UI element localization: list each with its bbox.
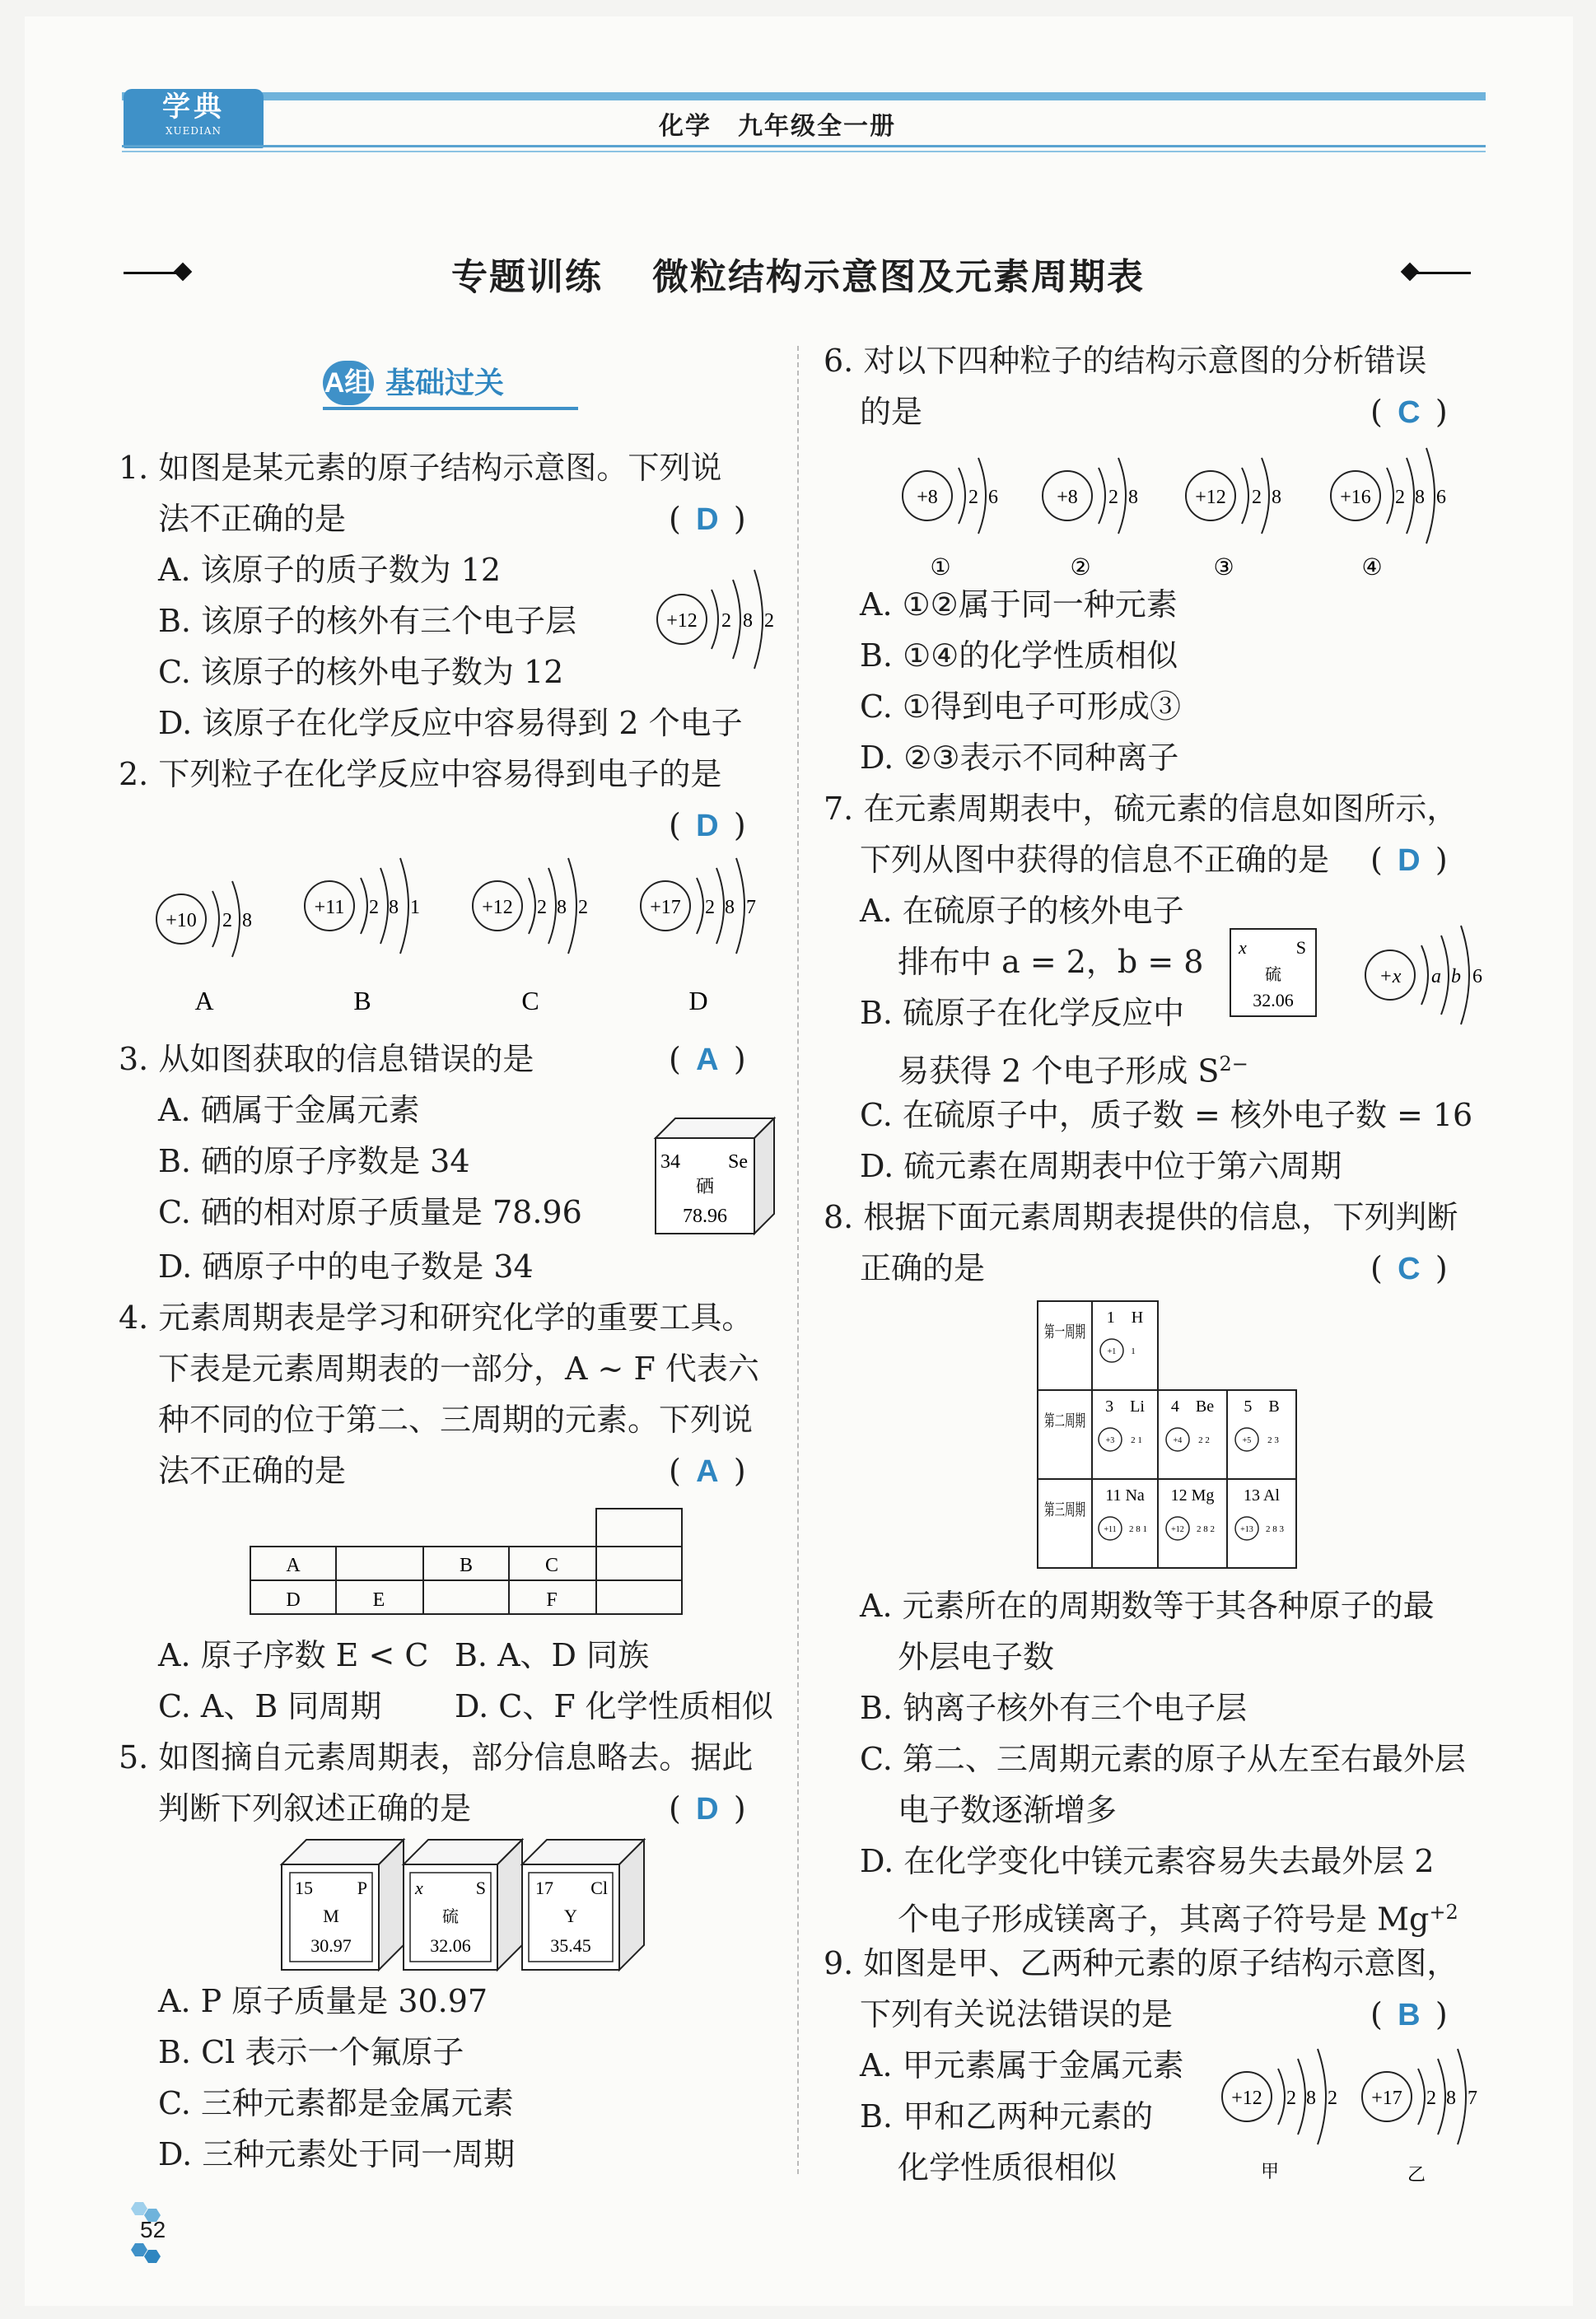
q9-option-a: A. 甲元素属于金属元素 — [860, 2047, 1184, 2083]
q6-atom-1 — [903, 458, 998, 581]
q5-answer-letter: D — [696, 1792, 719, 1827]
svg-text:x: x — [1239, 937, 1247, 958]
q3-option-b: B. 硒的原子序数是 34 — [158, 1143, 470, 1179]
q6-atom-diagrams — [889, 446, 1482, 586]
q5-card-cl — [522, 1840, 644, 1970]
q2-atom-c — [473, 858, 588, 1015]
svg-text:1 H: 1 H — [1106, 1309, 1144, 1327]
svg-text:2: 2 — [578, 897, 588, 918]
svg-text:1: 1 — [410, 897, 420, 918]
section-badge: A组 — [323, 361, 374, 405]
q4-option-b: B. A、D 同族 — [455, 1637, 650, 1673]
svg-text:C: C — [544, 1555, 559, 1576]
svg-text:+10: +10 — [166, 910, 197, 931]
header-band — [122, 92, 1486, 100]
svg-text:F: F — [546, 1589, 558, 1611]
svg-text:M: M — [323, 1906, 339, 1926]
q8-option-c-line1: C. 第二、三周期元素的原子从左至右最外层 — [860, 1741, 1466, 1777]
svg-text:④: ④ — [1361, 555, 1383, 581]
q6-stem-line2: 的是 — [860, 394, 923, 430]
svg-text:2: 2 — [1395, 487, 1405, 508]
svg-text:B: B — [459, 1555, 474, 1576]
svg-text:C: C — [521, 986, 539, 1015]
svg-text:8: 8 — [1306, 2088, 1316, 2109]
svg-text:+12: +12 — [666, 610, 698, 632]
q7-option-b-text: 易获得 2 个电子形成 S — [898, 1052, 1220, 1090]
svg-text:2: 2 — [968, 487, 978, 508]
svg-text:Cl: Cl — [590, 1878, 608, 1898]
q8-answer: ( C ) — [1370, 1248, 1448, 1289]
q3-answer-letter: A — [696, 1043, 719, 1077]
svg-text:Se: Se — [728, 1151, 748, 1173]
q4-stem-line1: 4. 元素周期表是学习和研究化学的重要工具。 — [119, 1299, 754, 1336]
q2-atom-d — [641, 858, 756, 1015]
svg-text:A: A — [194, 986, 214, 1015]
svg-text:2 3: 2 3 — [1267, 1435, 1279, 1445]
column-divider — [797, 346, 799, 2174]
q5-option-a: A. P 原子质量是 30.97 — [158, 1983, 488, 2019]
svg-text:+17: +17 — [1371, 2088, 1402, 2109]
logo-subtext: XUEDIAN — [166, 125, 222, 137]
q9-stem-line1: 9. 如图是甲、乙两种元素的原子结构示意图， — [824, 1945, 1458, 1981]
q1-stem-line1: 1. 如图是某元素的原子结构示意图。下列说 — [119, 450, 722, 486]
svg-text:2: 2 — [537, 897, 547, 918]
svg-text:+1: +1 — [1107, 1347, 1117, 1356]
svg-text:+12: +12 — [1171, 1525, 1184, 1534]
q7-atom-diagram — [1359, 917, 1491, 1033]
svg-text:8: 8 — [725, 897, 735, 918]
svg-text:2: 2 — [1252, 487, 1262, 508]
page-number: 52 — [140, 2217, 166, 2242]
header-rule-secondary — [122, 151, 1486, 152]
q6-option-d: D. ②③表示不同种离子 — [860, 740, 1179, 776]
q6-option-c: C. ①得到电子可形成③ — [860, 688, 1181, 725]
svg-text:11 Na: 11 Na — [1105, 1486, 1145, 1505]
svg-text:+5: +5 — [1242, 1436, 1252, 1445]
svg-text:35.45: 35.45 — [550, 1935, 591, 1956]
q1-atom-diagram — [651, 565, 782, 680]
svg-text:8: 8 — [1272, 487, 1281, 508]
svg-text:硒: 硒 — [695, 1176, 715, 1197]
q7-stem-line2: 下列从图中获得的信息不正确的是 — [860, 842, 1330, 878]
q3-option-a: A. 硒属于金属元素 — [158, 1092, 420, 1128]
q3-option-d: D. 硒原子中的电子数是 34 — [158, 1248, 534, 1285]
q8-option-c-line2: 电子数逐渐增多 — [898, 1792, 1118, 1828]
svg-text:2 8 1: 2 8 1 — [1129, 1524, 1147, 1534]
svg-text:8: 8 — [1128, 487, 1138, 508]
q5-option-c: C. 三种元素都是金属元素 — [158, 2085, 514, 2121]
q5-option-b: B. Cl 表示一个氟原子 — [158, 2034, 464, 2070]
q7-option-d: D. 硫元素在周期表中位于第六周期 — [860, 1148, 1342, 1184]
logo-text: 学典 — [162, 91, 225, 124]
svg-text:6: 6 — [988, 487, 998, 508]
q6-atom-3 — [1186, 458, 1281, 581]
q6-atom-2 — [1043, 458, 1138, 581]
q5-answer: ( D ) — [669, 1789, 746, 1829]
q1-stem-line2: 法不正确的是 — [158, 501, 347, 537]
q2-atom-diagrams — [145, 856, 787, 1021]
svg-text:30.97: 30.97 — [310, 1935, 352, 1956]
svg-text:+17: +17 — [650, 897, 681, 918]
q3-option-c: C. 硒的相对原子质量是 78.96 — [158, 1194, 582, 1230]
q4-stem-line3: 种不同的位于第二、三周期的元素。下列说 — [158, 1402, 754, 1438]
section-tag — [323, 361, 504, 408]
svg-text:8: 8 — [1415, 487, 1425, 508]
q8-option-d-line1: D. 在化学变化中镁元素容易失去最外层 2 — [860, 1843, 1435, 1879]
q4-stem-line2: 下表是元素周期表的一部分，A ~ F 代表六 — [158, 1351, 759, 1387]
section-underline — [323, 407, 578, 410]
q9-atom-yi — [1362, 2049, 1477, 2185]
svg-text:D: D — [286, 1589, 301, 1611]
q7-option-a-line2: 排布中 a = 2，b = 8 — [898, 944, 1204, 980]
q2-answer-letter: D — [696, 809, 719, 843]
svg-text:2 8 2: 2 8 2 — [1197, 1524, 1215, 1534]
q3-answer: ( A ) — [669, 1039, 746, 1080]
svg-text:S: S — [1295, 937, 1306, 958]
q9-stem-line2: 下列有关说法错误的是 — [860, 1996, 1174, 2032]
svg-text:34: 34 — [660, 1151, 680, 1173]
q8-option-a-line2: 外层电子数 — [898, 1639, 1055, 1675]
svg-text:15: 15 — [295, 1878, 313, 1898]
svg-text:②: ② — [1070, 555, 1091, 581]
svg-text:7: 7 — [746, 897, 756, 918]
q6-option-b: B. ①④的化学性质相似 — [860, 637, 1178, 674]
svg-text:+12: +12 — [1231, 2088, 1262, 2109]
svg-text:2: 2 — [369, 897, 379, 918]
q9-option-b-line1: B. 甲和乙两种元素的 — [860, 2098, 1154, 2135]
q9-option-b-line2: 化学性质很相似 — [898, 2149, 1118, 2186]
q5-stem-line2: 判断下列叙述正确的是 — [158, 1790, 472, 1827]
svg-text:+x: +x — [1379, 966, 1402, 987]
q1-answer: ( D ) — [669, 499, 746, 539]
svg-text:2: 2 — [1108, 487, 1118, 508]
q8-ion-charge: +2 — [1429, 1901, 1458, 1924]
svg-text:甲: 甲 — [1260, 2161, 1280, 2181]
q4-stem-line4: 法不正确的是 — [158, 1453, 347, 1489]
svg-text:x: x — [415, 1878, 423, 1898]
svg-text:2: 2 — [1328, 2088, 1337, 2109]
q1-option-b: B. 该原子的核外有三个电子层 — [158, 603, 577, 639]
q2-answer: ( D ) — [669, 805, 746, 846]
svg-text:+8: +8 — [917, 487, 938, 508]
title-subject: 微粒结构示意图及元素周期表 — [652, 256, 1145, 298]
q7-answer: ( D ) — [1370, 840, 1448, 880]
svg-text:乙: 乙 — [1407, 2164, 1426, 2185]
svg-text:第二周期: 第二周期 — [1044, 1412, 1110, 1430]
svg-text:E: E — [372, 1589, 385, 1611]
q7-option-c: C. 在硫原子中，质子数 = 核外电子数 = 16 — [860, 1097, 1473, 1133]
title-topic: 专题训练 — [451, 256, 603, 298]
logo — [124, 89, 264, 148]
svg-text:a: a — [1431, 966, 1441, 987]
svg-text:2: 2 — [764, 610, 774, 632]
svg-text:D: D — [688, 986, 708, 1015]
q8-stem-line2: 正确的是 — [860, 1250, 986, 1286]
q7-option-b-line2 — [898, 1044, 1248, 1091]
svg-text:b: b — [1451, 966, 1461, 987]
svg-text:12 Mg: 12 Mg — [1170, 1486, 1215, 1505]
svg-text:①: ① — [930, 555, 951, 581]
q4-answer: ( A ) — [669, 1451, 746, 1491]
q4-option-a: A. 原子序数 E < C — [158, 1637, 429, 1673]
title-dash-right — [1413, 272, 1471, 274]
q9-answer-letter: B — [1398, 1998, 1421, 2032]
svg-text:S: S — [475, 1878, 486, 1898]
svg-text:第三周期: 第三周期 — [1044, 1501, 1110, 1519]
q3-stem: 3. 从如图获取的信息错误的是 — [119, 1041, 534, 1077]
q1-answer-letter: D — [696, 502, 719, 537]
svg-text:8: 8 — [1446, 2088, 1456, 2109]
q4-answer-letter: A — [696, 1454, 719, 1489]
svg-text:17: 17 — [535, 1878, 553, 1898]
q6-answer-letter: C — [1398, 395, 1421, 430]
q9-atom-jia — [1222, 2049, 1337, 2181]
q7-stem-line1: 7. 在元素周期表中，硫元素的信息如图所示， — [824, 791, 1458, 827]
svg-text:8: 8 — [242, 910, 252, 931]
q8-option-d-text: 个电子形成镁离子，其离子符号是 Mg — [898, 1901, 1430, 1938]
q9-answer: ( B ) — [1370, 1995, 1448, 2035]
q4-option-d: D. C、F 化学性质相似 — [455, 1688, 773, 1724]
q8-stem-line1: 8. 根据下面元素周期表提供的信息，下列判断 — [824, 1199, 1458, 1235]
q7-option-a-line1: A. 在硫原子的核外电子 — [860, 893, 1184, 929]
svg-text:A: A — [286, 1555, 301, 1576]
section-name: 基础过关 — [385, 366, 505, 400]
svg-text:6: 6 — [1472, 966, 1482, 987]
q1-option-c: C. 该原子的核外电子数为 12 — [158, 654, 564, 690]
q8-periodic-table — [1034, 1298, 1306, 1575]
q6-stem-line1: 6. 对以下四种粒子的结构示意图的分析错误 — [824, 343, 1427, 379]
svg-text:Y: Y — [564, 1906, 577, 1926]
svg-text:+16: +16 — [1340, 487, 1371, 508]
svg-text:13 Al: 13 Al — [1244, 1486, 1280, 1505]
svg-text:2 8 3: 2 8 3 — [1266, 1524, 1284, 1534]
svg-text:+12: +12 — [1195, 487, 1226, 508]
q9-atom-diagrams — [1211, 2034, 1491, 2186]
q2-atom-b — [305, 858, 420, 1015]
svg-text:B: B — [353, 986, 371, 1015]
svg-text:6: 6 — [1436, 487, 1446, 508]
svg-text:+11: +11 — [314, 897, 345, 918]
q7-option-b-line1: B. 硫原子在化学反应中 — [860, 995, 1185, 1031]
svg-text:P: P — [357, 1878, 367, 1898]
q5-element-cards — [278, 1836, 657, 1975]
q7-ion-charge: 2− — [1219, 1052, 1248, 1076]
svg-text:+4: +4 — [1173, 1436, 1183, 1445]
svg-text:7: 7 — [1468, 2088, 1477, 2109]
q4-periodic-table-fragment — [247, 1505, 692, 1621]
q6-atom-4 — [1331, 448, 1446, 581]
q1-option-a: A. 该原子的质子数为 12 — [158, 552, 502, 588]
svg-text:3 Li: 3 Li — [1105, 1397, 1145, 1416]
svg-text:硫: 硫 — [1265, 966, 1281, 984]
svg-text:1: 1 — [1131, 1346, 1136, 1356]
q1-option-d: D. 该原子在化学反应中容易得到 2 个电子 — [158, 705, 743, 741]
svg-text:2: 2 — [721, 610, 731, 632]
svg-text:2: 2 — [705, 897, 715, 918]
q6-answer: ( C ) — [1370, 392, 1448, 432]
q7-answer-letter: D — [1398, 843, 1421, 878]
header-subject: 化学 九年级全一册 — [659, 112, 896, 141]
q8-answer-letter: C — [1398, 1252, 1421, 1286]
svg-text:5 B: 5 B — [1244, 1397, 1280, 1416]
svg-text:2: 2 — [1286, 2088, 1296, 2109]
svg-text:+8: +8 — [1057, 487, 1078, 508]
q8-option-b: B. 钠离子核外有三个电子层 — [860, 1690, 1248, 1726]
q7-element-card — [1227, 926, 1321, 1021]
q3-element-card — [651, 1113, 782, 1245]
svg-text:③: ③ — [1213, 555, 1234, 581]
svg-text:+13: +13 — [1240, 1525, 1253, 1534]
q5-stem-line1: 5. 如图摘自元素周期表，部分信息略去。据此 — [119, 1739, 754, 1775]
svg-text:+12: +12 — [482, 897, 513, 918]
q2-atom-a — [156, 881, 252, 1015]
svg-text:+11: +11 — [1104, 1525, 1117, 1534]
page-title — [0, 247, 1596, 300]
svg-text:32.06: 32.06 — [1253, 990, 1294, 1010]
q5-card-s — [404, 1840, 522, 1970]
svg-text:+3: +3 — [1105, 1436, 1115, 1445]
q8-option-a-line1: A. 元素所在的周期数等于其各种原子的最 — [860, 1588, 1435, 1624]
svg-text:78.96: 78.96 — [683, 1206, 727, 1227]
svg-text:32.06: 32.06 — [430, 1935, 471, 1956]
header-rule — [122, 145, 1486, 147]
q2-stem: 2. 下列粒子在化学反应中容易得到电子的是 — [119, 756, 722, 792]
q5-option-d: D. 三种元素处于同一周期 — [158, 2136, 516, 2172]
svg-text:8: 8 — [557, 897, 567, 918]
svg-text:2 2: 2 2 — [1198, 1435, 1210, 1445]
svg-text:8: 8 — [389, 897, 399, 918]
svg-text:8: 8 — [743, 610, 753, 632]
q5-card-p — [282, 1840, 404, 1970]
svg-text:第一周期: 第一周期 — [1044, 1323, 1110, 1341]
svg-text:2: 2 — [1426, 2088, 1436, 2109]
q6-option-a: A. ①②属于同一种元素 — [860, 586, 1178, 623]
svg-text:硫: 硫 — [442, 1908, 459, 1926]
svg-text:4 Be: 4 Be — [1170, 1397, 1215, 1416]
svg-text:2 1: 2 1 — [1131, 1435, 1142, 1445]
q8-option-d-line2 — [898, 1892, 1458, 1939]
q4-option-c: C. A、B 同周期 — [158, 1688, 382, 1724]
svg-text:2: 2 — [222, 910, 232, 931]
